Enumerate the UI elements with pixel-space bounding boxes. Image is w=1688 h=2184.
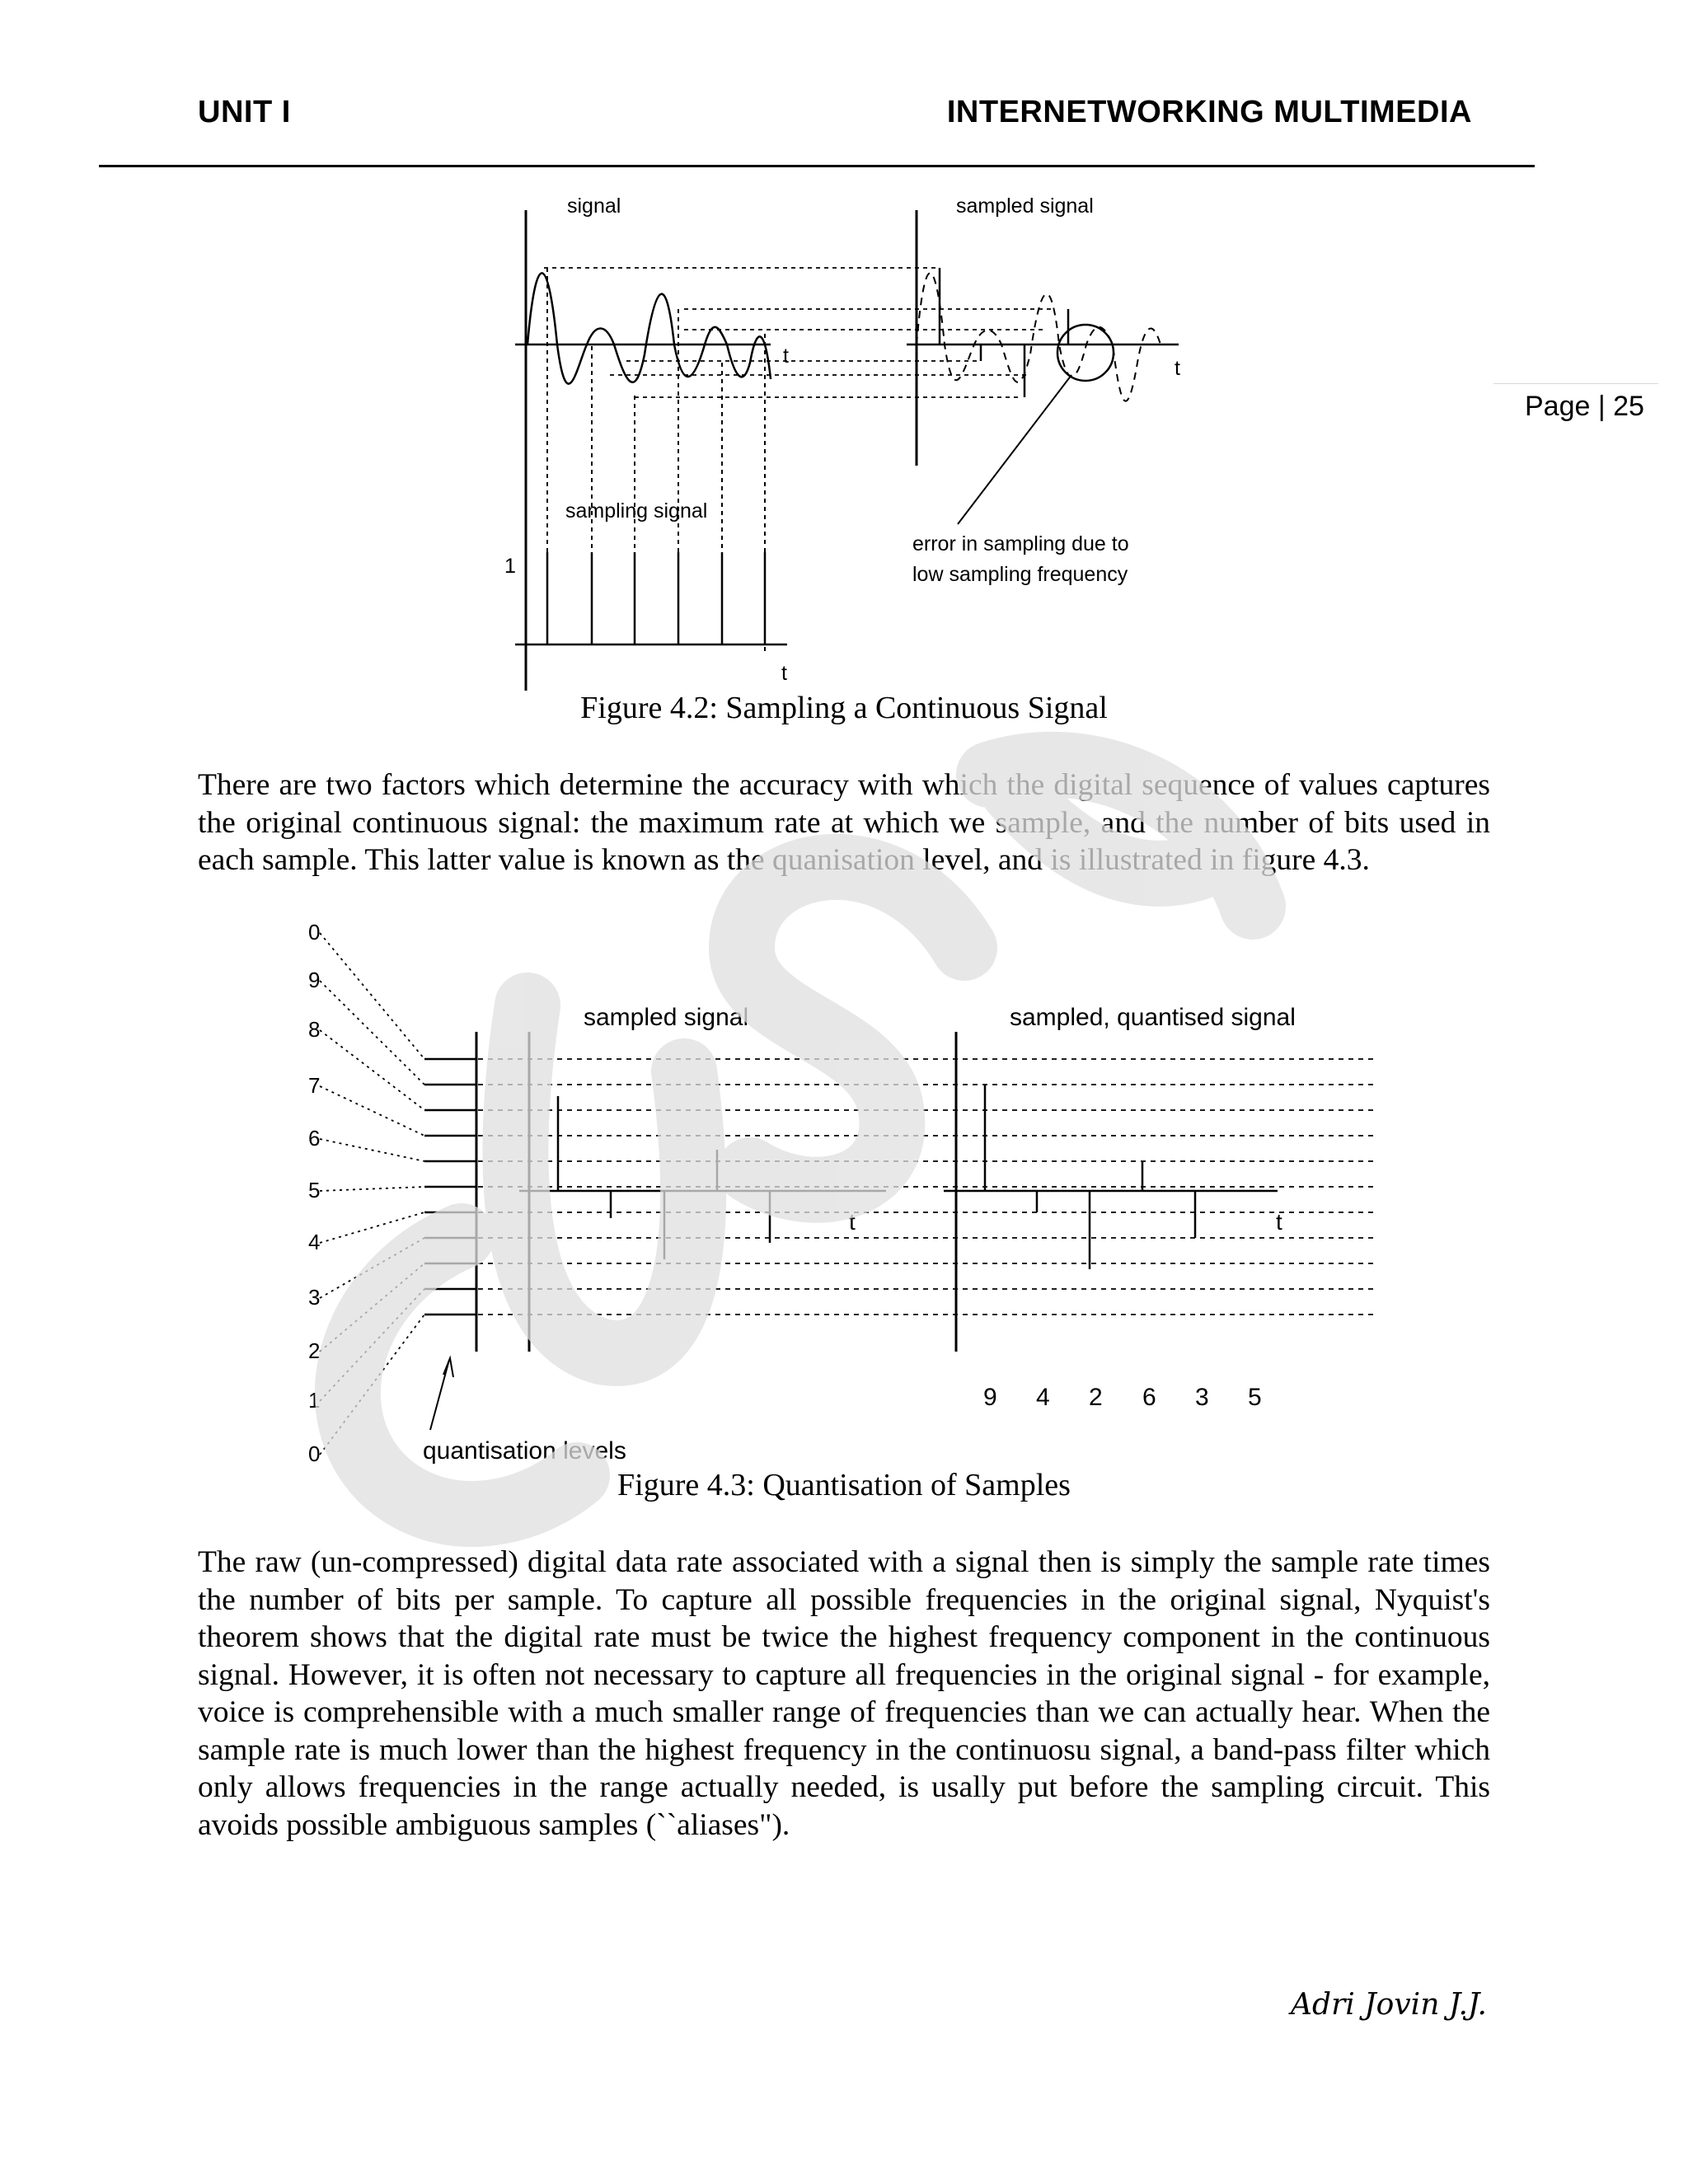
- level-number: 8: [308, 1017, 321, 1042]
- label-error-line1: error in sampling due to: [912, 532, 1129, 555]
- figure-4-2-caption: Figure 4.2: Sampling a Continuous Signal: [580, 691, 1108, 725]
- quantised-value: 6: [1142, 1384, 1156, 1411]
- label-t-quantised: t: [1276, 1209, 1282, 1235]
- label-t-sampled: t: [1175, 357, 1180, 380]
- label-t-signal: t: [783, 344, 789, 368]
- level-leader-lines: [320, 933, 424, 1455]
- quantised-value: 3: [1195, 1384, 1209, 1411]
- body-paragraph-1: There are two factors which determine the accuracy with which the digital sequence of values captures the original continuous signal: the maximum rate at which we sample, and the number of bits used in each sample. This latter value is known as the quanisation level, and is illustrated in figure 4.3.: [198, 768, 1490, 877]
- quantised-value: 4: [1036, 1384, 1050, 1411]
- sampled-signal-bars: [558, 1096, 770, 1259]
- unit-label: UNIT I: [198, 95, 291, 129]
- label-pulse-amplitude: 1: [504, 555, 516, 578]
- quantised-value: 2: [1089, 1384, 1103, 1411]
- level-number: 6: [308, 1126, 321, 1151]
- label-error-line2: low sampling frequency: [912, 563, 1128, 586]
- quantised-signal-bars: [985, 1085, 1195, 1269]
- quantisation-arrow-line: [430, 1360, 449, 1430]
- level-number: 2: [308, 1338, 321, 1363]
- level-number: 9: [308, 968, 321, 992]
- label-sampling-signal: sampling signal: [565, 499, 708, 523]
- author-signature: Adri Jovin J.J.: [1291, 1988, 1487, 2022]
- body-paragraph-2: The raw (un-compressed) digital data rate associated with a signal then is simply the sample rate times the number of bits per sample. To capture all possible frequencies in the original signal, Nyquist's theorem shows that the digital rate must be twice the highest frequency component in the continuous signal. However, it is often not necessary to capture all frequencies in the original signal - for example, voice is comprehensible with a much smaller range of frequencies than we can actually hear. When the sample rate is much lower than the highest frequency in the continuosu signal, a band-pass filter which only allows frequencies in the range actually needed, is usally put before the sampling circuit. This avoids possible ambiguous samples (``aliases").: [198, 1545, 1490, 1842]
- subject-title: INTERNETWORKING MULTIMEDIA: [946, 95, 1472, 129]
- quantised-value: 9: [983, 1384, 997, 1411]
- level-number: 7: [308, 1073, 321, 1098]
- level-grid-lines: [478, 1059, 1376, 1315]
- label-sampled-quantised-signal: sampled, quantised signal: [1010, 1004, 1296, 1031]
- label-signal: signal: [567, 194, 621, 218]
- level-number: 5: [308, 1178, 321, 1202]
- level-number: 3: [308, 1285, 321, 1310]
- page-number: Page | 25: [1525, 391, 1644, 422]
- level-number: 1: [308, 1388, 321, 1413]
- quantisation-level-ticks: [424, 1059, 476, 1315]
- figure-4-3-caption: Figure 4.3: Quantisation of Samples: [617, 1468, 1071, 1502]
- quantised-value: 5: [1248, 1384, 1262, 1411]
- label-sampled-signal: sampled signal: [584, 1004, 749, 1031]
- level-number: 0: [308, 1441, 321, 1466]
- label-sampled-signal: sampled signal: [956, 194, 1094, 218]
- label-t-sampled: t: [849, 1209, 856, 1235]
- label-t-pulses: t: [781, 662, 787, 685]
- level-number: 0: [308, 920, 321, 944]
- label-quantisation-levels: quantisation levels: [423, 1437, 626, 1465]
- level-number: 4: [308, 1230, 321, 1254]
